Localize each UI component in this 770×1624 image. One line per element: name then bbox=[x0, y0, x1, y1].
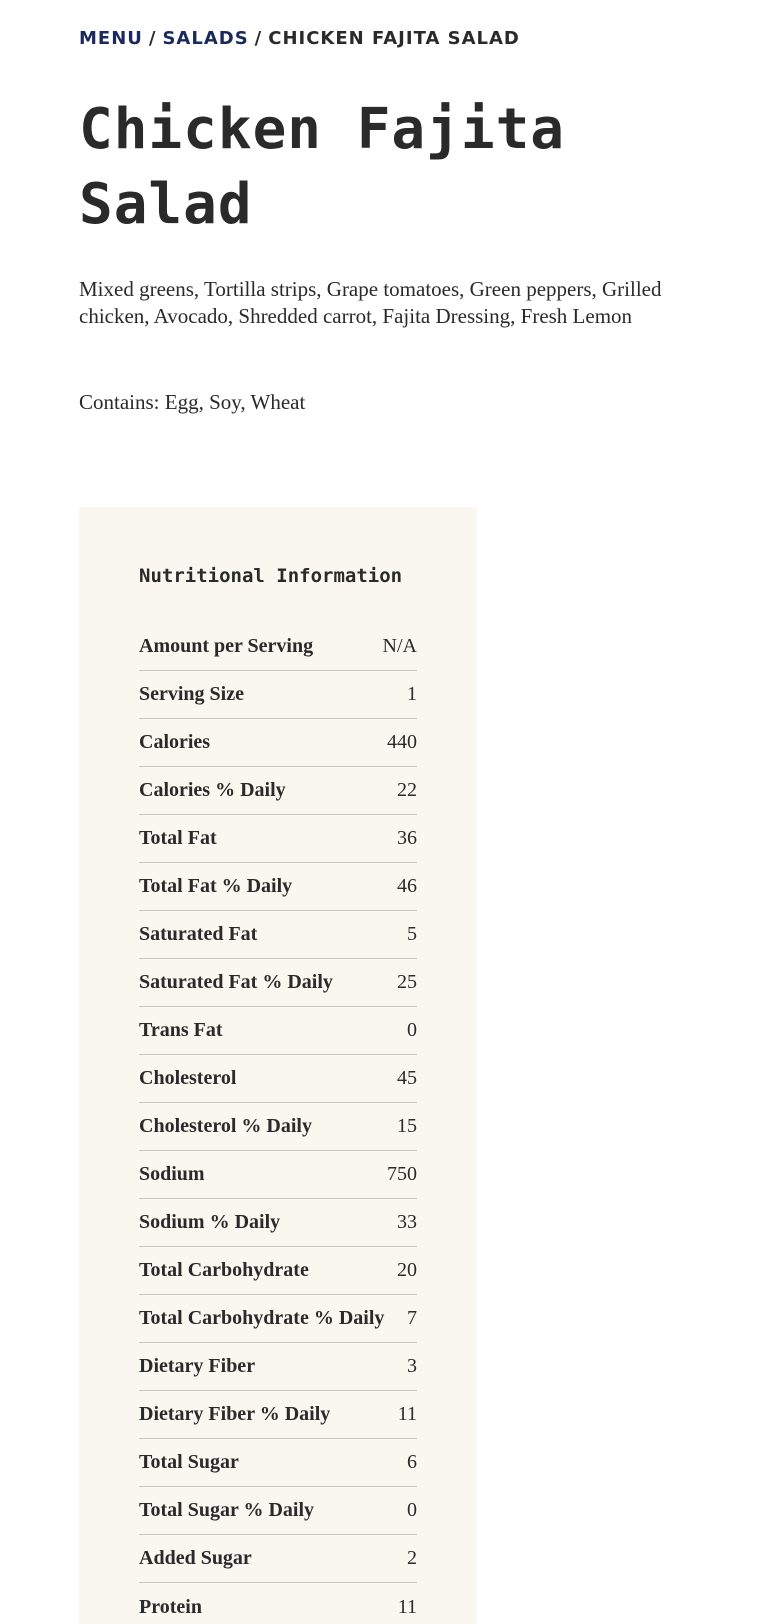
nutrition-value: 750 bbox=[387, 1163, 417, 1185]
nutrition-value: 6 bbox=[407, 1451, 417, 1473]
nutrition-label: Cholesterol bbox=[139, 1067, 237, 1089]
breadcrumb-separator: / bbox=[254, 28, 263, 49]
nutrition-label: Total Carbohydrate bbox=[139, 1259, 309, 1281]
nutrition-row bbox=[139, 623, 417, 671]
nutrition-row bbox=[139, 1199, 417, 1247]
nutrition-label: Calories bbox=[139, 731, 211, 753]
nutrition-panel bbox=[79, 507, 477, 1624]
nutrition-value: 36 bbox=[397, 827, 417, 849]
nutrition-row bbox=[139, 671, 417, 719]
nutrition-row bbox=[139, 1295, 417, 1343]
nutrition-row bbox=[139, 1535, 417, 1583]
nutrition-title: Nutritional Information bbox=[139, 565, 403, 587]
nutrition-table bbox=[139, 623, 417, 1624]
nutrition-label: Total Sugar % Daily bbox=[139, 1499, 315, 1521]
nutrition-label: Protein bbox=[139, 1595, 202, 1618]
nutrition-value: 20 bbox=[397, 1259, 417, 1281]
nutrition-row bbox=[139, 911, 417, 959]
nutrition-row bbox=[139, 1055, 417, 1103]
nutrition-value: 5 bbox=[407, 923, 417, 945]
nutrition-label: Total Sugar bbox=[139, 1451, 239, 1473]
nutrition-row bbox=[139, 1583, 417, 1624]
nutrition-label: Total Fat % Daily bbox=[139, 875, 293, 897]
nutrition-label: Dietary Fiber bbox=[139, 1355, 256, 1377]
page-title: Chicken Fajita Salad bbox=[79, 97, 566, 237]
nutrition-label: Dietary Fiber % Daily bbox=[139, 1403, 331, 1425]
nutrition-label: Total Fat bbox=[139, 827, 217, 849]
nutrition-label: Added Sugar bbox=[139, 1547, 252, 1569]
nutrition-row bbox=[139, 719, 417, 767]
allergens-text: Contains: Egg, Soy, Wheat bbox=[79, 390, 306, 414]
nutrition-value: 1 bbox=[407, 683, 417, 705]
nutrition-row bbox=[139, 1343, 417, 1391]
nutrition-value: 3 bbox=[407, 1355, 417, 1377]
nutrition-value: 33 bbox=[397, 1211, 417, 1233]
nutrition-value: 2 bbox=[407, 1547, 417, 1569]
nutrition-row bbox=[139, 1007, 417, 1055]
nutrition-row bbox=[139, 1391, 417, 1439]
nutrition-value: 11 bbox=[397, 1595, 417, 1618]
nutrition-value: 0 bbox=[407, 1499, 417, 1521]
nutrition-value: N/A bbox=[382, 635, 417, 657]
breadcrumb-current: CHICKEN FAJITA SALAD bbox=[268, 28, 520, 49]
nutrition-row bbox=[139, 1247, 417, 1295]
nutrition-label: Total Carbohydrate % Daily bbox=[139, 1307, 385, 1329]
nutrition-value: 11 bbox=[397, 1403, 417, 1425]
nutrition-label: Calories % Daily bbox=[139, 779, 286, 801]
breadcrumb-separator: / bbox=[148, 28, 157, 49]
nutrition-value: 45 bbox=[397, 1067, 417, 1089]
nutrition-row bbox=[139, 815, 417, 863]
nutrition-row bbox=[139, 1487, 417, 1535]
nutrition-row bbox=[139, 1103, 417, 1151]
breadcrumb-link-salads[interactable]: SALADS bbox=[162, 28, 249, 49]
nutrition-value: 15 bbox=[397, 1115, 417, 1137]
nutrition-value: 22 bbox=[397, 779, 417, 801]
nutrition-label: Sodium bbox=[139, 1163, 205, 1185]
nutrition-label: Trans Fat bbox=[139, 1019, 223, 1041]
nutrition-row bbox=[139, 767, 417, 815]
nutrition-row bbox=[139, 1151, 417, 1199]
nutrition-value: 0 bbox=[407, 1019, 417, 1041]
nutrition-label: Saturated Fat % Daily bbox=[139, 971, 333, 993]
nutrition-row bbox=[139, 863, 417, 911]
nutrition-value: 25 bbox=[397, 971, 417, 993]
nutrition-label: Saturated Fat bbox=[139, 923, 258, 945]
nutrition-label: Sodium % Daily bbox=[139, 1211, 281, 1233]
nutrition-label: Amount per Serving bbox=[139, 635, 314, 657]
nutrition-value: 440 bbox=[387, 731, 417, 753]
nutrition-value: 7 bbox=[407, 1307, 417, 1329]
nutrition-label: Serving Size bbox=[139, 683, 244, 705]
nutrition-row bbox=[139, 959, 417, 1007]
nutrition-label: Cholesterol % Daily bbox=[139, 1115, 312, 1137]
breadcrumb bbox=[79, 28, 520, 49]
breadcrumb-link-menu[interactable]: MENU bbox=[79, 28, 143, 49]
nutrition-row bbox=[139, 1439, 417, 1487]
ingredients-text: Mixed greens, Tortilla strips, Grape tomatoes, Green peppers, Grilled chicken, Avocado, Shredded carrot, Fajita Dressing, Fresh Lemon bbox=[79, 277, 662, 328]
nutrition-value: 46 bbox=[397, 875, 417, 897]
